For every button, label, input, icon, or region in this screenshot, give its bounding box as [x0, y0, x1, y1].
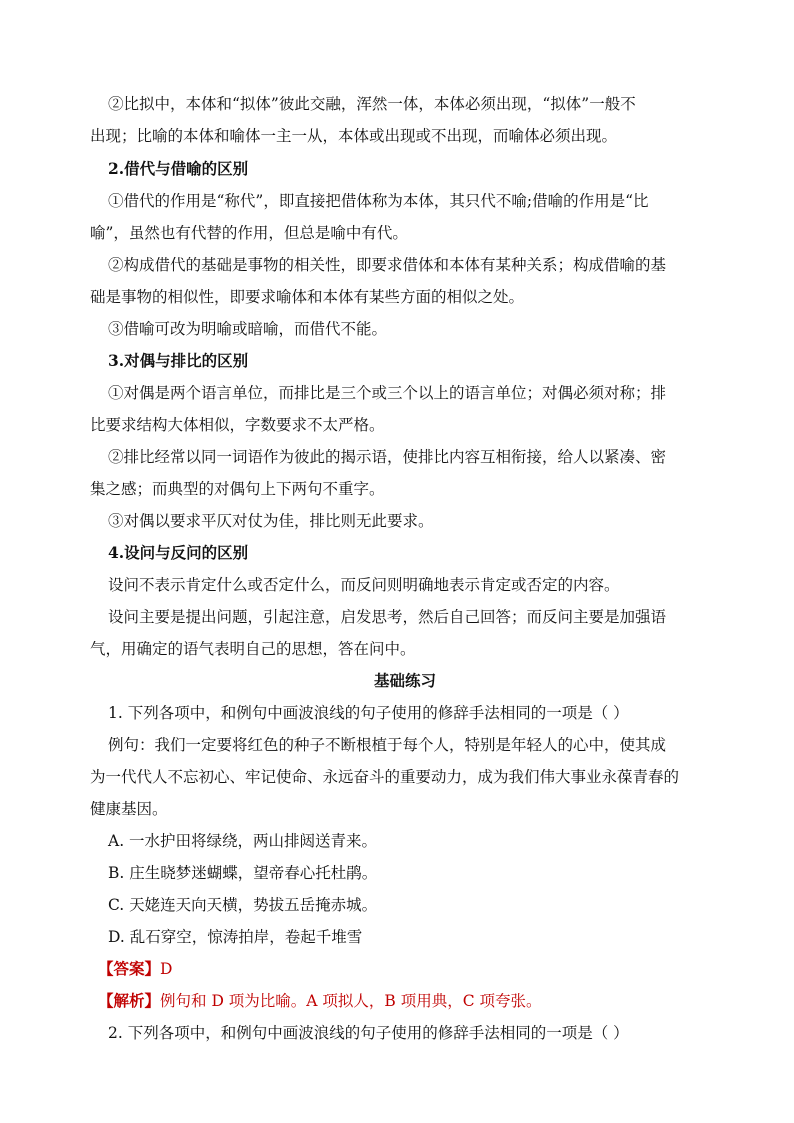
paragraph-line: ②比拟中，本体和“拟体”彼此交融，浑然一体，本体必须出现，“拟体”一般不 — [108, 95, 636, 113]
question-stem: 1. 下列各项中，和例句中画波浪线的句子使用的修辞手法相同的一项是（ ） — [108, 704, 629, 722]
exercise-section-title: 基础练习 — [373, 671, 436, 690]
paragraph-line: 气，用确定的语气表明自己的思想，答在问中。 — [90, 640, 416, 658]
paragraph-line: 础是事物的相似性，即要求喻体和本体有某些方面的相似之处。 — [90, 288, 525, 306]
section-heading: 3.对偶与排比的区别 — [108, 351, 249, 370]
section-heading: 4.设问与反问的区别 — [108, 543, 249, 562]
answer-tag: 【答案】 — [98, 959, 161, 978]
example-sentence: 例句：我们一定要将红色的种子不断根植于每个人，特别是年轻人的心中，使其成 — [108, 736, 667, 754]
paragraph-line: 设问不表示肯定什么或否定什么，而反问则明确地表示肯定或否定的内容。 — [108, 576, 620, 594]
analysis-text: 例句和 D 项为比喻。A 项拟人，B 项用典，C 项夸张。 — [160, 992, 542, 1010]
answer-value: D — [160, 960, 173, 978]
paragraph-line: 比要求结构大体相似，字数要求不太严格。 — [90, 416, 385, 434]
analysis-line — [98, 985, 728, 1017]
example-sentence: 健康基因。 — [90, 800, 168, 818]
paragraph-line: 喻”，虽然也有代替的作用，但总是喻中有代。 — [90, 224, 408, 242]
option-a: A. 一水护田将绿绕，两山排闼送青来。 — [108, 832, 378, 850]
paragraph-line: ②构成借代的基础是事物的相关性，即要求借体和本体有某种关系；构成借喻的基 — [108, 256, 667, 274]
paragraph-line: 集之感；而典型的对偶句上下两句不重字。 — [90, 480, 385, 498]
example-sentence: 为一代代人不忘初心、牢记使命、永远奋斗的重要动力，成为我们伟大事业永葆青春的 — [90, 768, 680, 786]
option-b: B. 庄生晓梦迷蝴蝶，望帝春心托杜鹃。 — [108, 864, 378, 882]
paragraph-line: ①借代的作用是“称代”，即直接把借体称为本体，其只代不喻;借喻的作用是“比 — [108, 192, 649, 210]
paragraph-line: ③借喻可改为明喻或暗喻，而借代不能。 — [108, 320, 388, 338]
paragraph-line: ①对偶是两个语言单位，而排比是三个或三个以上的语言单位；对偶必须对称；排 — [108, 384, 667, 402]
answer-line — [98, 953, 728, 985]
paragraph-line: ③对偶以要求平仄对仗为佳，排比则无此要求。 — [108, 512, 434, 530]
paragraph-line: ②排比经常以同一词语作为彼此的揭示语，使排比内容互相衔接，给人以紧凑、密 — [108, 448, 667, 466]
option-c: C. 天姥连天向天横，势拔五岳掩赤城。 — [108, 896, 378, 914]
paragraph-line: 出现；比喻的本体和喻体一主一从，本体或出现或不出现，而喻体必须出现。 — [90, 127, 618, 145]
analysis-tag: 【解析】 — [98, 991, 161, 1010]
option-d: D. 乱石穿空，惊涛拍岸，卷起千堆雪 — [108, 928, 363, 946]
section-heading: 2.借代与借喻的区别 — [108, 159, 249, 178]
question-stem: 2. 下列各项中，和例句中画波浪线的句子使用的修辞手法相同的一项是（ ） — [108, 1024, 629, 1042]
paragraph-line: 设问主要是提出问题，引起注意，启发思考，然后自己回答；而反问主要是加强语 — [108, 608, 667, 626]
